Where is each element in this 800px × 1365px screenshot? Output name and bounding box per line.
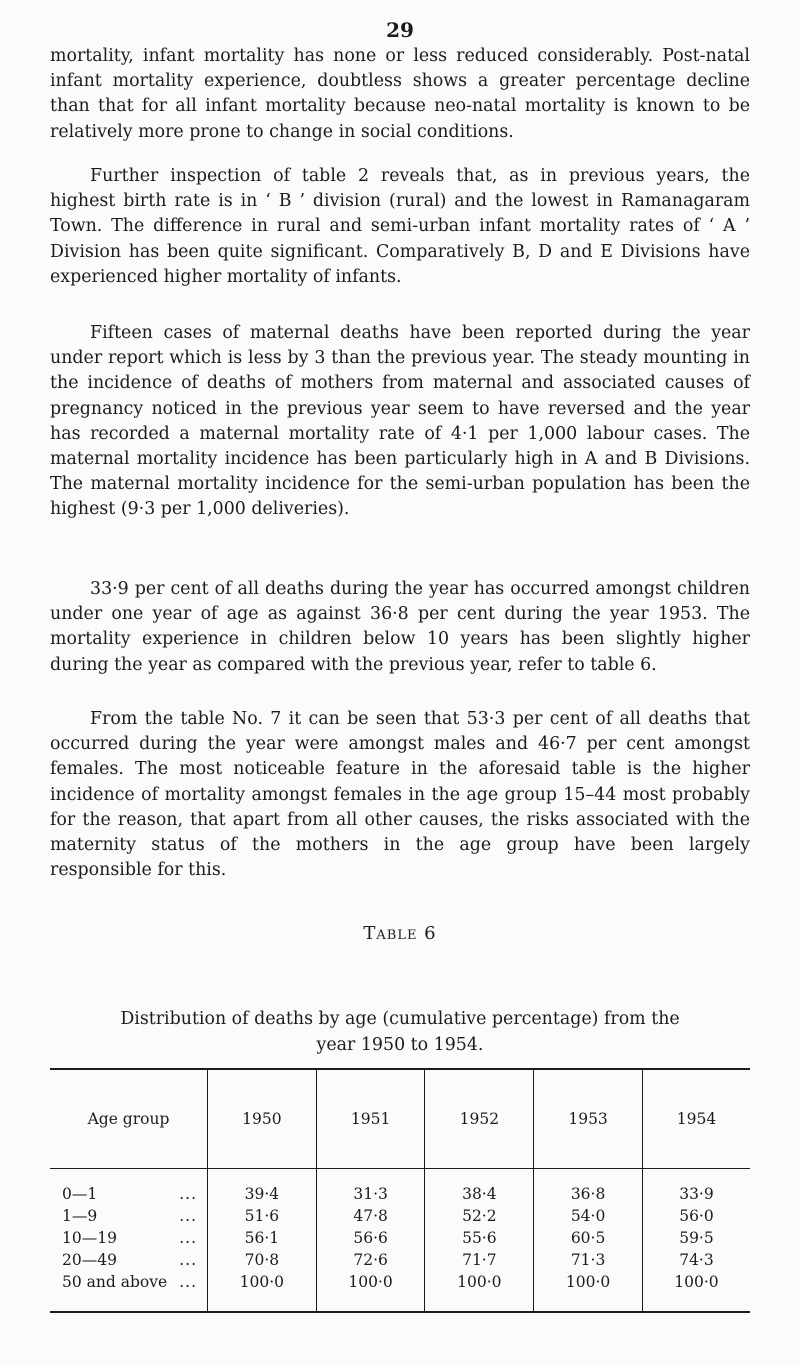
value-cell: 60·5 — [534, 1227, 643, 1249]
age-group-label: 10—19 — [62, 1229, 117, 1247]
table-row — [50, 1271, 750, 1312]
value-cell: 59·5 — [642, 1227, 750, 1249]
value-cell: 100·0 — [642, 1271, 750, 1312]
value-cell: 31·3 — [316, 1169, 425, 1206]
age-group-cell — [50, 1205, 208, 1227]
paragraph-birth-rate: Further inspection of table 2 reveals that, as in previous years, the highest birth rate is in ‘ B ’ division (rural) and the lowest in Ramanagaram Town. The difference in rural and semi-urban infant mortality rates of ‘ A ’ Division has been quite significant. Comparatively B, D and E Divisions have experienced higher mortality of infants. — [50, 166, 750, 287]
age-group-cell — [50, 1169, 208, 1206]
value-cell: 33·9 — [642, 1169, 750, 1206]
age-group-label: 50 and above — [62, 1273, 168, 1291]
value-cell: 72·6 — [316, 1249, 425, 1271]
value-cell: 56·0 — [642, 1205, 750, 1227]
value-cell: 74·3 — [642, 1249, 750, 1271]
value-cell: 36·8 — [534, 1169, 643, 1206]
header-1953: 1953 — [534, 1069, 643, 1169]
header-1954: 1954 — [642, 1069, 750, 1169]
page-number: 29 — [386, 18, 414, 42]
paragraph-infant-mortality: mortality, infant mortality has none or less reduced considerably. Post-natal infant mortality experience, doubtless shows a greater percentage decline than that for all infant mortality because neo-natal mortality is known to be relatively more prone to change in social conditions. — [50, 46, 750, 142]
value-cell: 39·4 — [208, 1169, 317, 1206]
age-group-label: 1—9 — [62, 1207, 98, 1225]
leader-dots: ... — [179, 1273, 197, 1291]
leader-dots: ... — [179, 1207, 197, 1225]
table-row — [50, 1205, 750, 1227]
value-cell: 100·0 — [534, 1271, 643, 1312]
value-cell: 56·6 — [316, 1227, 425, 1249]
table-row — [50, 1249, 750, 1271]
value-cell: 47·8 — [316, 1205, 425, 1227]
header-1952: 1952 — [425, 1069, 534, 1169]
deaths-by-age-table — [50, 1068, 750, 1313]
paragraph-sex-distribution: From the table No. 7 it can be seen that 53·3 per cent of all deaths that occurred during the year were amongst males and 46·7 per cent amongst females. The most noticeable feature in the aforesaid table is the higher incidence of mortality amongst females in the age group 15–44 most probably for the reason, that apart from all other causes, the risks associated with the maternity status of the mothers in the age group have been largely responsible for this. — [50, 709, 750, 881]
value-cell: 52·2 — [425, 1205, 534, 1227]
age-group-label: 0—1 — [62, 1185, 98, 1203]
value-cell: 100·0 — [316, 1271, 425, 1312]
header-1950: 1950 — [208, 1069, 317, 1169]
paragraph-maternal-deaths: Fifteen cases of maternal deaths have been reported during the year under report which is less by 3 than the previous year. The steady mounting in the incidence of deaths of mothers from maternal and associated causes of pregnancy noticed in the previous year seem to have reversed and the year has recorded a maternal mortality rate of 4·1 per 1,000 labour cases. The maternal mortality incidence has been particularly high in A and B Divisions. The maternal mortality incidence for the semi-urban population has been the highest (9·3 per 1,000 deliveries). — [50, 323, 750, 520]
value-cell: 55·6 — [425, 1227, 534, 1249]
value-cell: 56·1 — [208, 1227, 317, 1249]
table-caption: Distribution of deaths by age (cumulative percentage) from the year 1950 to 1954. — [120, 1009, 680, 1055]
leader-dots: ... — [179, 1229, 197, 1247]
value-cell: 70·8 — [208, 1249, 317, 1271]
leader-dots: ... — [179, 1251, 197, 1269]
table-row — [50, 1169, 750, 1206]
age-group-cell — [50, 1227, 208, 1249]
header-1951: 1951 — [316, 1069, 425, 1169]
value-cell: 100·0 — [425, 1271, 534, 1312]
value-cell: 71·7 — [425, 1249, 534, 1271]
value-cell: 51·6 — [208, 1205, 317, 1227]
age-group-cell — [50, 1271, 208, 1312]
table-header-row — [50, 1069, 750, 1169]
leader-dots: ... — [179, 1185, 197, 1203]
paragraph-child-deaths: 33·9 per cent of all deaths during the year has occurred amongst children under one year of age as against 36·8 per cent during the year 1953. The mortality experience in children below 10 years has been slightly higher during the year as compared with the previous year, refer to table 6. — [50, 579, 750, 675]
table-row — [50, 1227, 750, 1249]
value-cell: 54·0 — [534, 1205, 643, 1227]
header-age-group: Age group — [50, 1069, 208, 1169]
value-cell: 71·3 — [534, 1249, 643, 1271]
value-cell: 38·4 — [425, 1169, 534, 1206]
value-cell: 100·0 — [208, 1271, 317, 1312]
age-group-label: 20—49 — [62, 1251, 117, 1269]
table-title: Table 6 — [363, 923, 437, 944]
age-group-cell — [50, 1249, 208, 1271]
